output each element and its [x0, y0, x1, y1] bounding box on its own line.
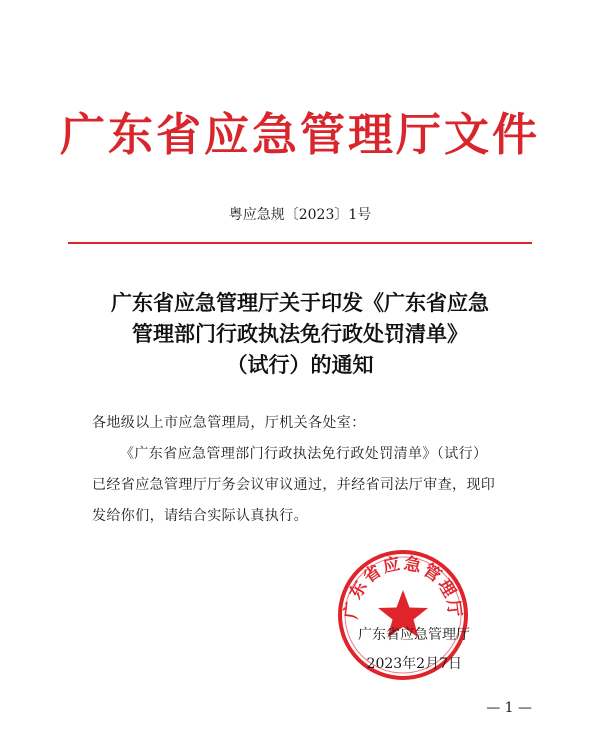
seal-text: 广东省应急管理厅: [341, 553, 465, 620]
body-paragraph-line-3: 发给你们，请结合实际认真执行。: [92, 508, 308, 524]
page-number: — 1 —: [486, 700, 532, 716]
notice-title-line-3: （试行）的通知: [226, 352, 374, 377]
salutation: 各地级以上市应急管理局，厅机关各处室：: [92, 415, 366, 431]
body-paragraph-line-2: 已经省应急管理厅厅务会议审议通过，并经省司法厅审查，现印: [92, 477, 496, 493]
notice-title-line-2: 管理部门行政执法免行政处罚清单》: [132, 321, 468, 346]
body-paragraph-line-1: 《广东省应急管理部门行政执法免行政处罚清单》（试行）: [120, 446, 488, 462]
signer-name: 广东省应急管理厅: [358, 627, 470, 643]
issuer-title: 广东省应急管理厅文件: [59, 108, 540, 161]
notice-title-line-1: 广东省应急管理厅关于印发《广东省应急: [111, 290, 489, 315]
issue-date: 2023年2月7日: [366, 656, 462, 672]
red-divider: [68, 242, 532, 244]
document-number: 粤应急规〔2023〕1号: [228, 207, 372, 223]
